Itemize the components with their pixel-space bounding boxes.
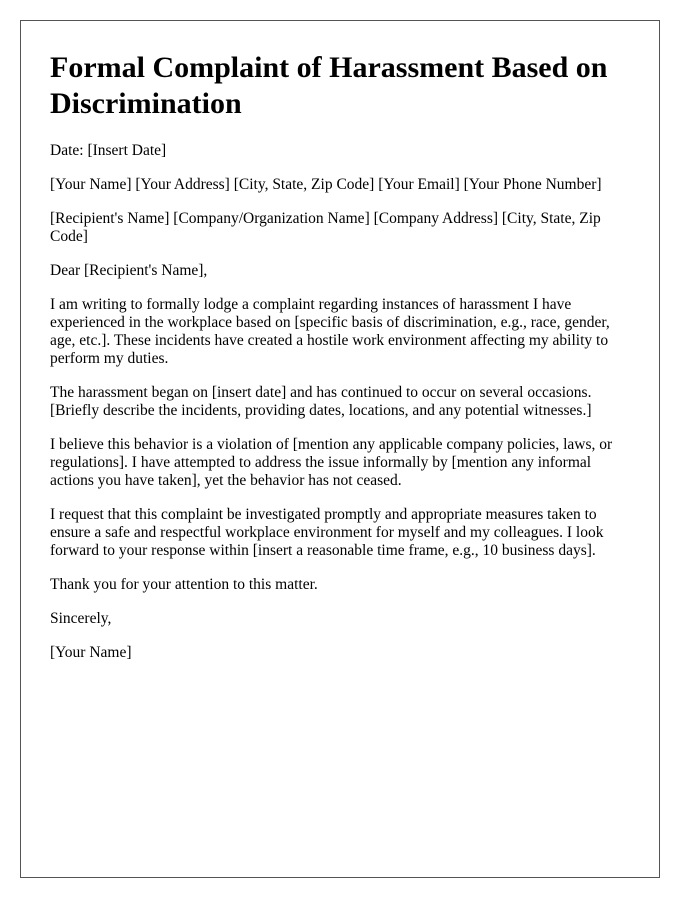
- recipient-info: [Recipient's Name] [Company/Organization Name] [Company Address] [City, State, Zip Code]: [50, 210, 601, 245]
- body-paragraph-violation: I believe this behavior is a violation of [mention any applicable company policies, laws, or regulations]. I have attempted to address the issue informally by [mention any informal actions you have taken], yet the behavior has not ceased.: [50, 436, 613, 489]
- date-line: Date: [Insert Date]: [50, 142, 167, 159]
- body-paragraph-incidents: The harassment began on [insert date] and has continued to occur on several occasions. [Briefly describe the incidents, providing dates, locations, and any potential witnesses.]: [50, 384, 592, 419]
- signature: [Your Name]: [50, 644, 132, 661]
- sender-info: [Your Name] [Your Address] [City, State, Zip Code] [Your Email] [Your Phone Number]: [50, 176, 602, 193]
- closing: Sincerely,: [50, 610, 112, 627]
- body-paragraph-thanks: Thank you for your attention to this matter.: [50, 576, 318, 593]
- letter-title: Formal Complaint of Harassment Based on Discrimination: [50, 51, 608, 120]
- letter-content: [50, 50, 635, 678]
- salutation: Dear [Recipient's Name],: [50, 262, 208, 279]
- letter-page: [20, 20, 660, 878]
- body-paragraph-opening: I am writing to formally lodge a complaint regarding instances of harassment I have experienced in the workplace based on [specific basis of discrimination, e.g., race, gender, age, etc.]. These incidents have created a hostile work environment affecting my ability to perform my duties.: [50, 296, 610, 367]
- body-paragraph-request: I request that this complaint be investigated promptly and appropriate measures taken to ensure a safe and respectful workplace environment for myself and my colleagues. I look forward to your response within [insert a reasonable time frame, e.g., 10 business days].: [50, 506, 604, 559]
